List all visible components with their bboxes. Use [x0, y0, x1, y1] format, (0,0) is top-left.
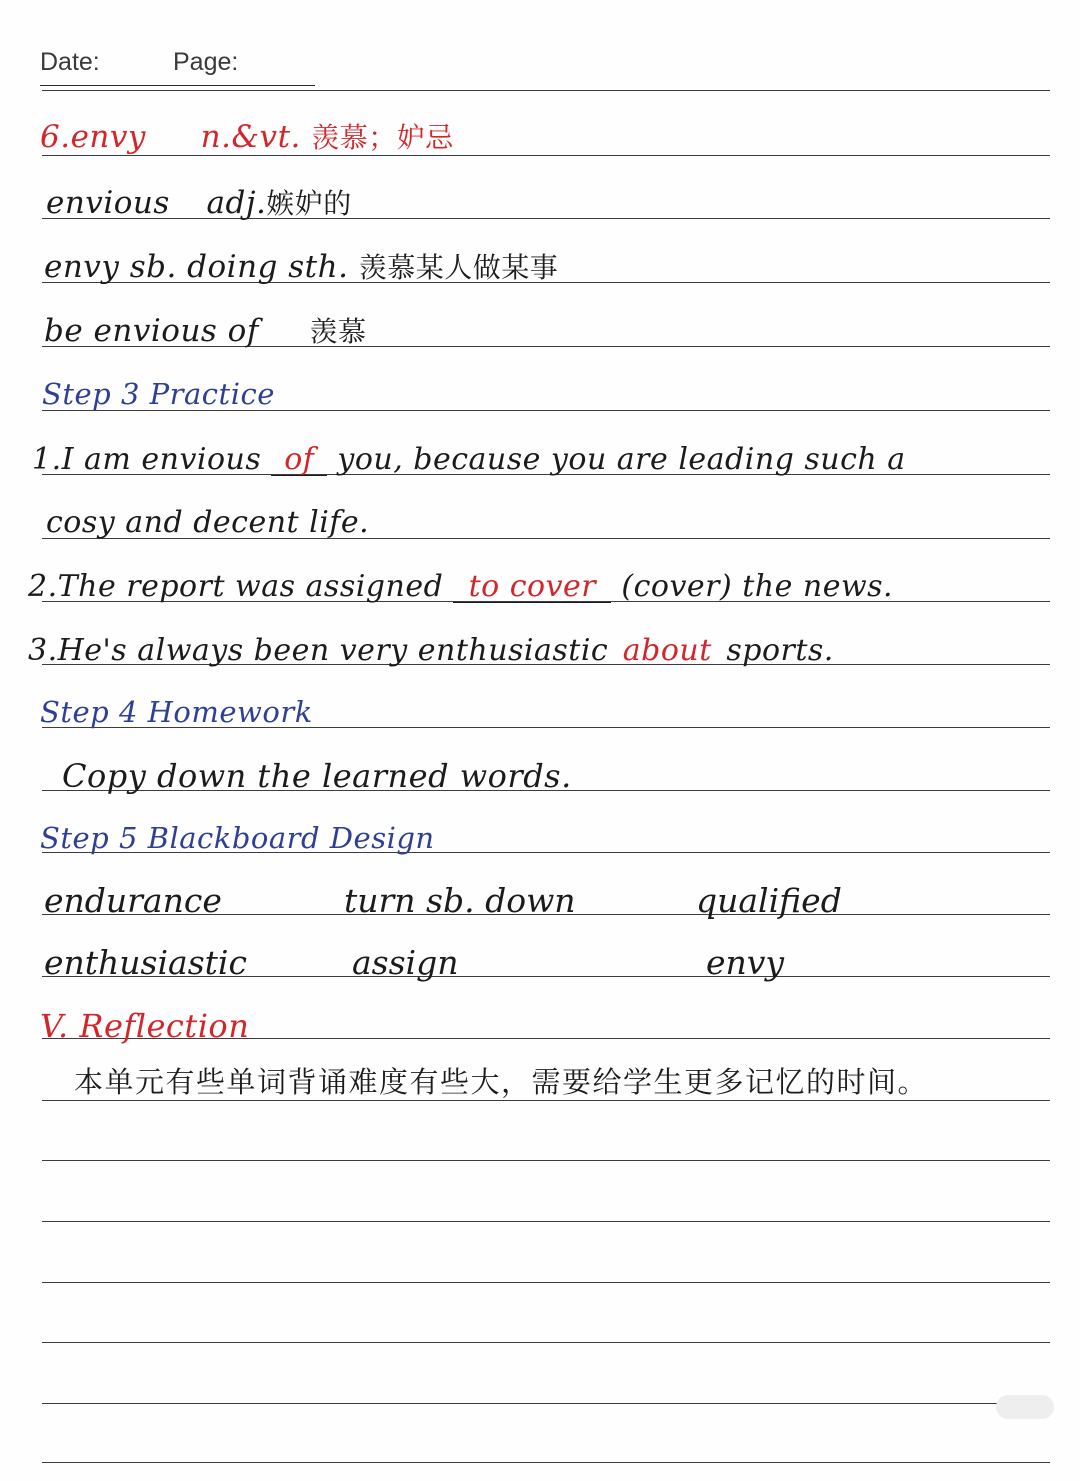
header-underline [40, 85, 315, 86]
entry-title: 6.envy [40, 119, 146, 155]
ruled-line [42, 1462, 1050, 1463]
ruled-line [42, 1403, 1050, 1404]
step5-heading: Step 5 Blackboard Design [40, 821, 435, 855]
reflection-text: 本单元有些单词背诵难度有些大，需要给学生更多记忆的时间。 [74, 1065, 929, 1099]
question-3 [28, 633, 834, 668]
phrase2: be envious of [44, 313, 259, 349]
reflection-heading: V. Reflection [40, 1007, 250, 1045]
ruled-line [42, 1160, 1050, 1161]
adj-meaning: 嫉妒的 [266, 187, 352, 220]
ruled-line [42, 90, 1050, 91]
ruled-line [42, 1342, 1050, 1343]
phrase1-line [44, 249, 559, 285]
ruled-line [42, 155, 1050, 156]
board-word: enthusiastic [44, 943, 247, 982]
q3-before: 3.He's always been very enthusiastic [28, 633, 609, 668]
q3-after: sports. [726, 633, 834, 668]
ruled-line [42, 1221, 1050, 1222]
q1-answer: of [271, 445, 327, 476]
phrase2-meaning: 羡慕 [309, 315, 367, 348]
ruled-line [42, 1100, 1050, 1101]
page-label: Page: [173, 48, 239, 76]
q1-after: you, because you are leading such a [337, 442, 906, 477]
q2-answer: to cover [453, 572, 611, 603]
q3-answer: about [622, 633, 712, 668]
phrase1: envy sb. doing sth. [44, 249, 349, 285]
phrase2-line [44, 313, 367, 349]
phrase1-meaning: 羡慕某人做某事 [358, 251, 559, 284]
board-word: endurance [44, 881, 222, 920]
board-word: envy [706, 943, 785, 982]
entry-meaning: 羡慕；妒忌 [311, 121, 454, 154]
entry-heading [40, 119, 454, 155]
adj-word: envious [46, 185, 170, 221]
entry-pos: n.&vt. [200, 119, 301, 155]
board-word: turn sb. down [344, 881, 576, 920]
adj-pos: adj. [206, 185, 267, 221]
step4-heading: Step 4 Homework [40, 695, 313, 729]
step3-heading: Step 3 Practice [42, 377, 275, 411]
q2-after: (cover) the news. [621, 569, 894, 604]
question-2 [28, 569, 894, 604]
adj-line [46, 185, 352, 221]
question-1-continued: cosy and decent life. [46, 505, 370, 540]
date-label: Date: [40, 48, 100, 76]
board-word: assign [352, 943, 459, 982]
question-1 [32, 442, 906, 477]
q2-before: 2.The report was assigned [28, 569, 444, 604]
board-word: qualified [696, 881, 842, 920]
ruled-line [42, 1282, 1050, 1283]
watermark-badge [996, 1395, 1054, 1419]
q1-before: 1.I am envious [32, 442, 262, 477]
homework-text: Copy down the learned words. [62, 757, 572, 795]
